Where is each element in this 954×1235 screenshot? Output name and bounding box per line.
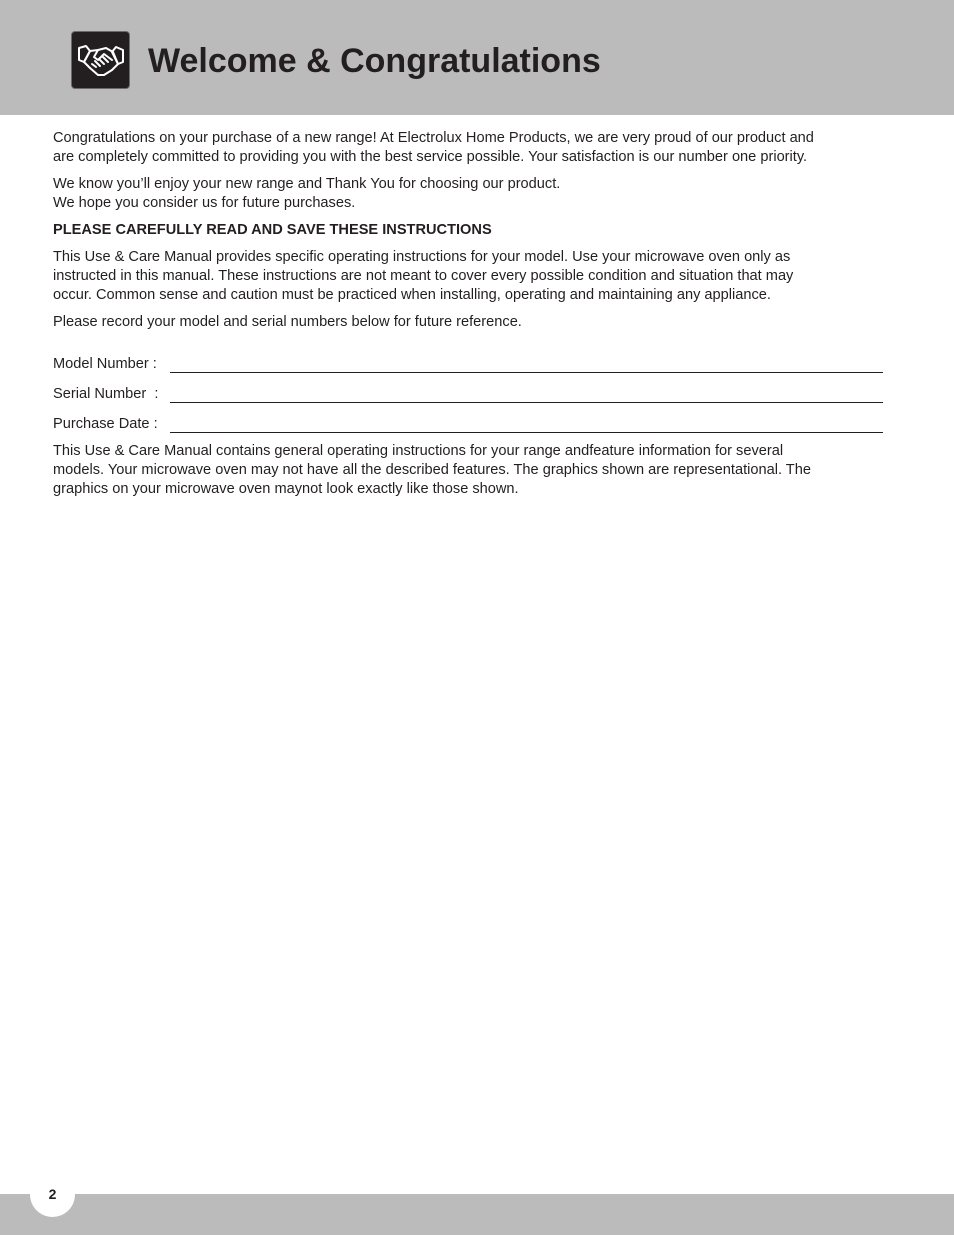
model-number-label: Model Number : [53, 356, 157, 372]
content-body [53, 129, 883, 507]
general-paragraph [53, 442, 883, 499]
record-fields [53, 352, 883, 433]
serial-number-label: Serial Number : [53, 386, 159, 402]
text-line: Congratulations on your purchase of a new range! At Electrolux Home Products, we are very proud of our product and [53, 130, 814, 146]
serial-number-line[interactable] [170, 384, 883, 403]
instructions-heading: PLEASE CAREFULLY READ AND SAVE THESE INSTRUCTIONS [53, 222, 492, 238]
model-number-line[interactable] [170, 354, 883, 373]
page-number: 2 [30, 1172, 75, 1217]
model-number-field [53, 352, 883, 373]
text-line: occur. Common sense and caution must be practiced when installing, operating and maintaining any appliance. [53, 287, 771, 303]
text-line: We hope you consider us for future purchases. [53, 195, 356, 211]
purchase-date-label: Purchase Date : [53, 416, 158, 432]
purchase-date-field [53, 412, 883, 433]
handshake-icon [71, 31, 130, 89]
thanks-paragraph [53, 175, 883, 213]
text-line: models. Your microwave oven may not have all the described features. The graphics shown are representational. The [53, 462, 811, 478]
manual-paragraph [53, 248, 883, 305]
text-line: instructed in this manual. These instructions are not meant to cover every possible condition and situation that may [53, 268, 794, 284]
footer-bar [0, 1194, 954, 1235]
record-intro: Please record your model and serial numbers below for future reference. [53, 314, 522, 330]
text-line: This Use & Care Manual provides specific operating instructions for your model. Use your microwave oven only as [53, 249, 791, 265]
text-line: are completely committed to providing you with the best service possible. Your satisfaction is our number one priority. [53, 149, 808, 165]
text-line: This Use & Care Manual contains general operating instructions for your range andfeature information for several [53, 443, 784, 459]
text-line: graphics on your microwave oven maynot look exactly like those shown. [53, 481, 519, 497]
page-title: Welcome & Congratulations [148, 42, 601, 80]
text-line: We know you’ll enjoy your new range and Thank You for choosing our product. [53, 176, 561, 192]
intro-paragraph [53, 129, 883, 167]
header-bar [0, 0, 954, 115]
serial-number-field [53, 382, 883, 403]
purchase-date-line[interactable] [170, 414, 883, 433]
